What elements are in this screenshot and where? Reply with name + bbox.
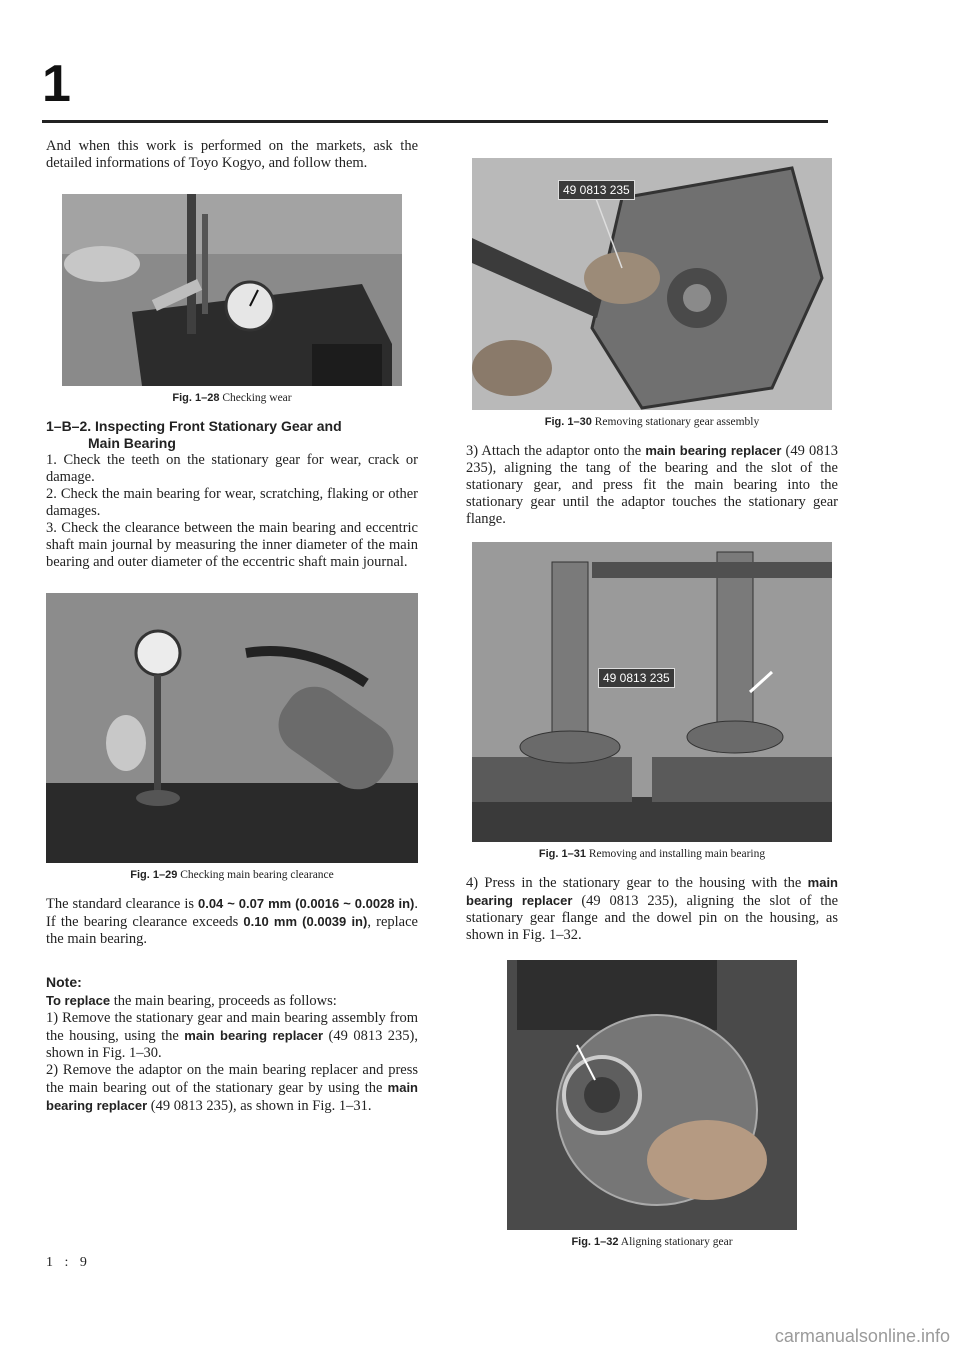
section-title-line2: Main Bearing (88, 435, 176, 451)
clearance-text-1: The standard clearance is (46, 896, 194, 912)
fig-1-28-photo (62, 194, 402, 386)
tool-name: main bearing replacer (184, 1028, 324, 1043)
fig-1-32-photo (507, 960, 797, 1230)
note-title: Note: (46, 974, 82, 990)
fig-1-29-caption (46, 869, 418, 881)
limit-clearance-value: 0.10 mm (0.0039 in) (243, 914, 368, 929)
note-intro-text: the main bearing, proceeds as follows: (113, 993, 337, 1009)
bore-gauge-illustration (46, 593, 418, 863)
section-heading (46, 418, 418, 435)
step-3-paragraph (466, 442, 838, 528)
fig-1-29-text: Checking main bearing clearance (180, 869, 334, 881)
section-number: 1–B–2. (46, 418, 92, 434)
fig-1-32-text: Aligning stationary gear (620, 1236, 733, 1248)
note-step-1 (46, 1010, 418, 1062)
fig-1-30-text: Removing stationary gear assembly (594, 416, 760, 428)
step-4-detail: (49 0813 235), aligning the slot of the stationary gear flange and the dowel pin on the housing, as shown in Fig. 1–32. (466, 893, 839, 943)
list-item: 2. Check the main bearing for wear, scratching, flaking or other damages. (46, 486, 418, 519)
inspection-steps (46, 452, 418, 571)
note-step-1-ref: (49 0813 235), shown in Fig. 1–30. (46, 1028, 418, 1061)
fig-1-31-text: Removing and installing main bearing (588, 848, 766, 860)
note-step-2-text: 2) Remove the adaptor on the main bearing replacer and press the main bearing out of the stationary gear by using the (46, 1062, 418, 1096)
fig-1-31-photo (472, 542, 832, 842)
standard-clearance-value: 0.04 ~ 0.07 mm (0.0016 ~ 0.0028 in) (197, 896, 415, 911)
section-title-line1: Inspecting Front Stationary Gear and (95, 418, 342, 434)
list-item: 3. Check the clearance between the main bearing and eccentric shaft main journal by measuring the inner diameter of the main bearing and outer diameter of the eccentric shaft main journal. (46, 520, 418, 570)
dial-gauge-illustration (62, 194, 402, 386)
fig-1-30-label: Fig. 1–30 (544, 416, 592, 428)
replace-label: To replace (46, 993, 111, 1008)
clearance-text-3: , replace the main bearing. (46, 914, 418, 947)
fig-1-32-label: Fig. 1–32 (571, 1236, 619, 1248)
note-intro (46, 992, 418, 1010)
fig-1-29-label: Fig. 1–29 (130, 869, 178, 881)
step-3-text: 3) Attach the adaptor onto the (466, 443, 642, 459)
fig-1-31-label: Fig. 1–31 (538, 848, 586, 860)
tool-name: main bearing replacer (46, 1080, 418, 1113)
clearance-text-2: . If the bearing clearance exceeds (46, 896, 418, 930)
press-illustration (472, 542, 832, 842)
right-column (466, 158, 838, 1262)
fig-1-28-label: Fig. 1–28 (172, 392, 220, 404)
page-number: 1 : 9 (46, 1255, 91, 1270)
tool-number-tag: 49 0813 235 (598, 668, 675, 688)
chapter-number: 1 (42, 55, 71, 113)
step-3-detail: (49 0813 235), aligning the tang of the bearing and the slot of the stationary gear, and press fit the main bearing into the stationary gear until the adaptor touches the stationary gear flange. (466, 443, 838, 527)
gear-alignment-illustration (507, 960, 797, 1230)
clearance-paragraph (46, 895, 418, 948)
note-step-2 (46, 1062, 418, 1115)
tool-name: main bearing replacer (466, 875, 838, 908)
tool-number-tag: 49 0813 235 (558, 180, 635, 200)
fig-1-28-text: Checking wear (222, 392, 292, 404)
note-body (46, 992, 418, 1115)
step-4-text: 4) Press in the stationary gear to the housing with the (466, 875, 802, 891)
fig-1-29-photo (46, 593, 418, 863)
note-step-2-ref: (49 0813 235), as shown in Fig. 1–31. (150, 1098, 372, 1114)
watermark: carmanualsonline.info (774, 1326, 950, 1346)
fig-1-28-caption (46, 392, 418, 404)
note-step-1-text: 1) Remove the stationary gear and main bearing assembly from the housing, using the (46, 1010, 418, 1044)
fig-1-32-caption (466, 1236, 838, 1248)
left-column (46, 138, 418, 1115)
stationary-gear-removal-illustration (472, 158, 832, 410)
fig-1-31-caption (466, 848, 838, 860)
fig-1-30-caption (466, 416, 838, 428)
fig-1-30-photo (472, 158, 832, 410)
step-4-paragraph (466, 874, 838, 944)
list-item: 1. Check the teeth on the stationary gear for wear, crack or damage. (46, 452, 418, 485)
tool-name: main bearing replacer (645, 443, 782, 458)
header-rule (42, 120, 828, 123)
intro-paragraph: And when this work is performed on the markets, ask the detailed informations of Toyo Kogyo, and follow them. (46, 138, 418, 171)
